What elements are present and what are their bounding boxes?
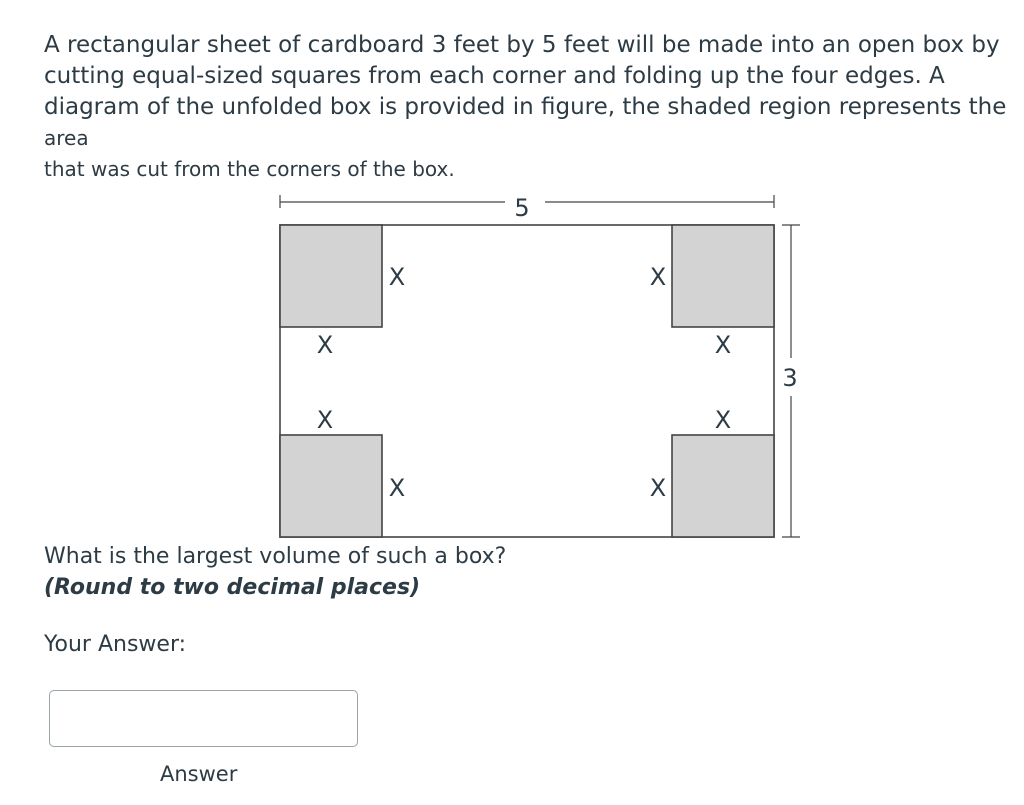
cut-label-x: X <box>316 406 334 434</box>
question-prompt <box>44 541 506 603</box>
cut-label-x: X <box>649 474 667 502</box>
cut-square-top-left <box>280 225 382 327</box>
cut-label-x: X <box>388 263 406 291</box>
question-line: A rectangular sheet of cardboard 3 feet by 5 feet will be made into an open box by <box>44 32 1000 58</box>
cut-label-x: X <box>714 406 732 434</box>
cut-square-bottom-right <box>672 435 774 537</box>
cut-label-x: X <box>388 474 406 502</box>
cut-label-x: X <box>714 331 732 359</box>
cut-square-bottom-left <box>280 435 382 537</box>
prompt-hint: (Round to two decimal places) <box>44 575 421 600</box>
cut-square-top-right <box>672 225 774 327</box>
width-label: 5 <box>514 194 530 222</box>
answer-caption: Answer <box>160 762 238 786</box>
cut-label-x: X <box>649 263 667 291</box>
question-line: that was cut from the corners of the box. <box>44 157 455 181</box>
question-line: cutting equal-sized squares from each corner and folding up the four edges. A <box>44 63 945 89</box>
prompt-text: What is the largest volume of such a box? <box>44 544 507 569</box>
answer-label: Your Answer: <box>44 632 187 657</box>
height-label: 3 <box>782 364 798 392</box>
answer-input[interactable] <box>49 690 358 747</box>
cut-label-x: X <box>316 331 334 359</box>
question-line: diagram of the unfolded box is provided in figure, the shaded region represents the <box>44 94 1007 120</box>
question-line: area <box>44 126 89 150</box>
